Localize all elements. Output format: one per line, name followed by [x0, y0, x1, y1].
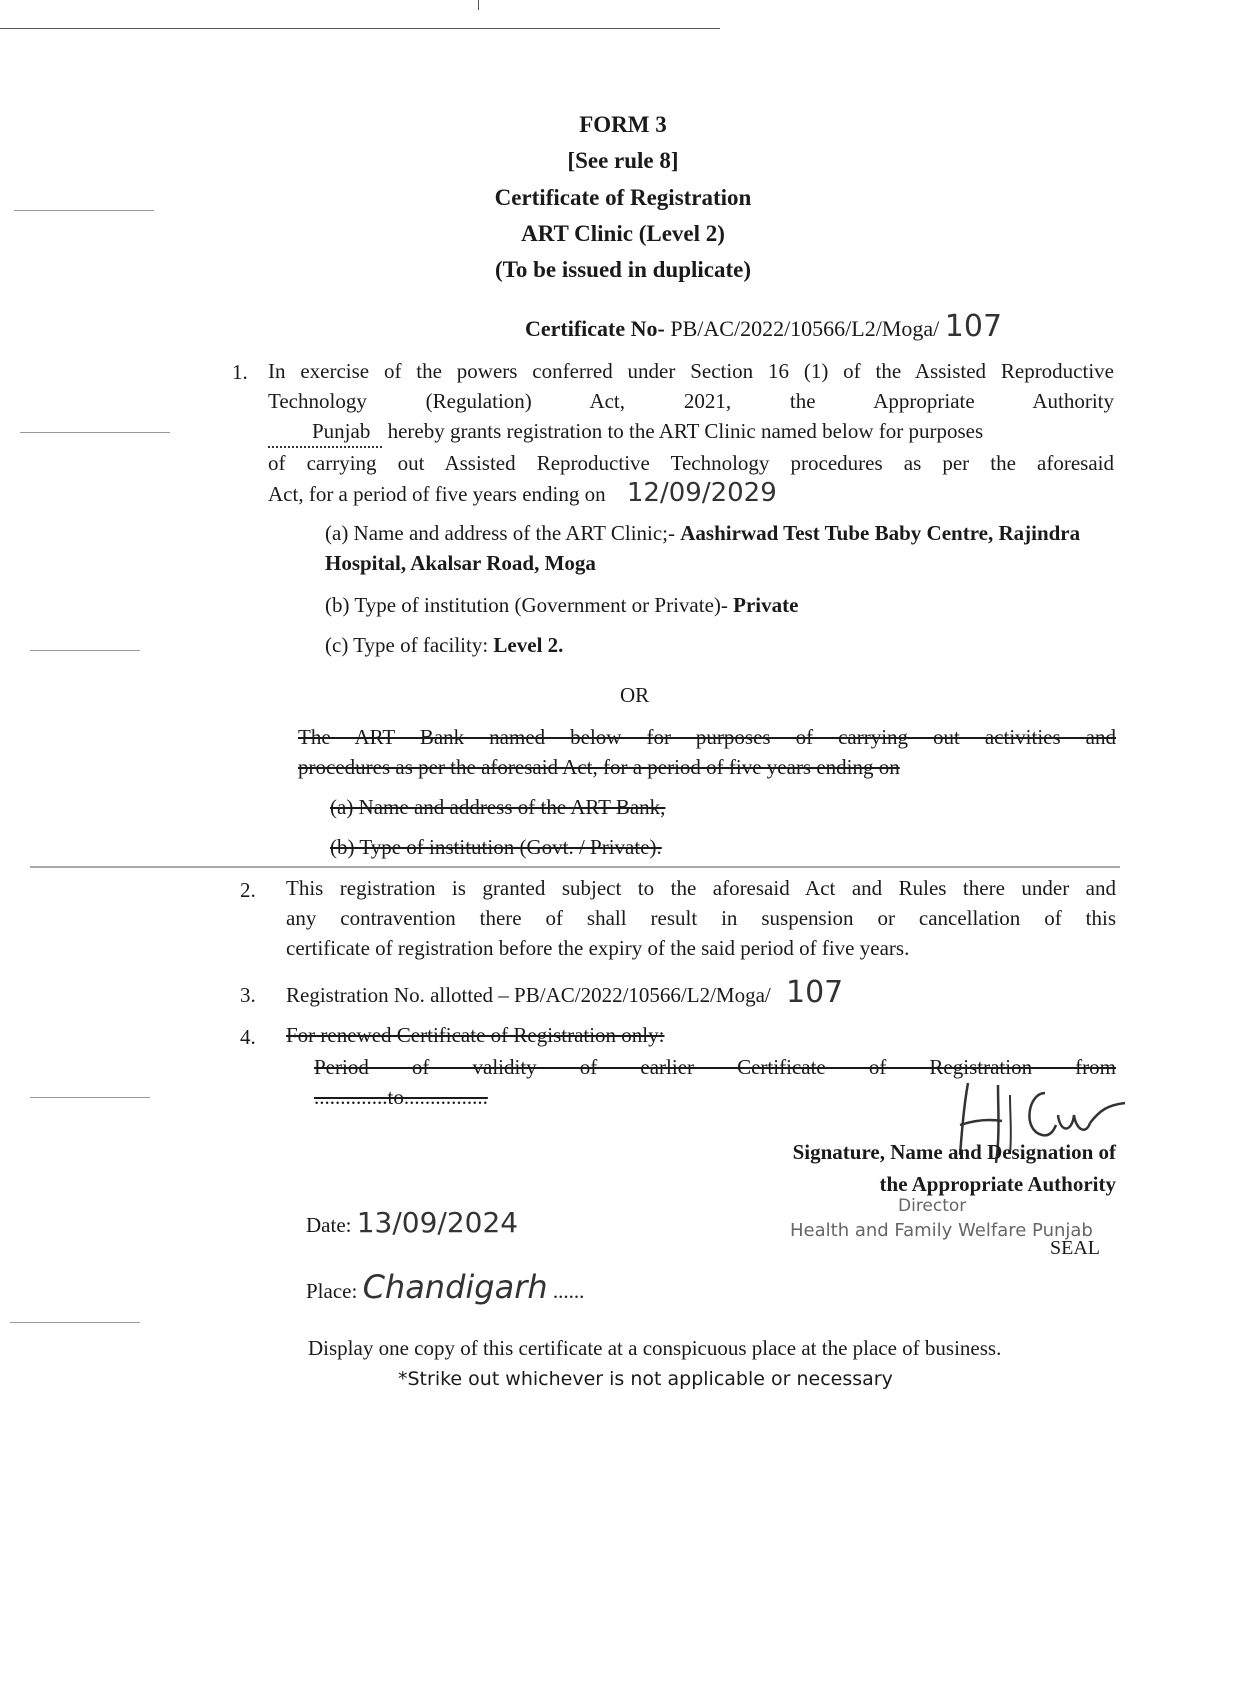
duplicate-note: (To be issued in duplicate) — [494, 257, 752, 282]
place-label: Place: — [306, 1279, 358, 1303]
clinic-level: ART Clinic (Level 2) — [521, 221, 725, 246]
scan-mark — [30, 1097, 150, 1098]
institution-type-label: (b) Type of institution (Government or Private)- — [325, 593, 728, 617]
place-dots: ...... — [552, 1279, 585, 1303]
place-line — [306, 1268, 585, 1306]
certificate-number-label: Certificate No- — [525, 316, 665, 341]
date-line — [306, 1208, 518, 1240]
or-separator: OR — [620, 683, 650, 707]
institution-type-value: Private — [733, 593, 799, 617]
item-2-number: 2. — [240, 878, 256, 902]
place-handwritten: Chandigarh — [362, 1268, 548, 1306]
item-1-line: of carrying out Assisted Reproductive Technology procedures as per the aforesaid — [268, 451, 1114, 475]
facility-type-label: (c) Type of facility: — [325, 633, 489, 657]
registration-number-handwritten: 107 — [785, 975, 844, 1010]
scan-mark — [30, 650, 140, 651]
certificate-title: Certificate of Registration — [494, 185, 752, 210]
item-1-line: In exercise of the powers conferred under Section 16 (1) of the Assisted Reproductive — [268, 359, 1114, 383]
clinic-name-label: (a) Name and address of the ART Clinic;- — [325, 521, 676, 545]
item-3-number: 3. — [240, 983, 256, 1007]
item-4-number: 4. — [240, 1025, 256, 1049]
renewal-period-struck: Period of validity of earlier Certificate of Registration from — [314, 1055, 1116, 1079]
item-1-body — [268, 356, 1114, 509]
renewal-dates-struck: ..............to................ — [314, 1085, 488, 1109]
item-1-line: Technology (Regulation) Act, 2021, the Appropriate Authority — [268, 389, 1114, 413]
scan-mark — [20, 432, 170, 433]
facility-type — [325, 630, 563, 660]
stamp-department: Health and Family Welfare Punjab — [790, 1220, 1093, 1241]
facility-type-value: Level 2. — [493, 633, 564, 657]
seal-label: SEAL — [1050, 1237, 1100, 1259]
display-instruction: Display one copy of this certificate at a conspicuous place at the place of business. — [308, 1336, 1002, 1360]
clinic-name-address — [325, 518, 1115, 578]
end-date-handwritten: 12/09/2029 — [626, 478, 777, 508]
signature-caption: Signature, Name and Designation of — [792, 1140, 1116, 1164]
certificate-number-value: PB/AC/2022/10566/L2/Moga/ — [670, 316, 940, 341]
art-bank-name-struck: (a) Name and address of the ART Bank, — [330, 795, 666, 819]
strike-out-note: *Strike out whichever is not applicable or necessary — [398, 1368, 893, 1390]
scan-border-line — [0, 28, 720, 29]
item-2-body: This registration is granted subject to the aforesaid Act and Rules there under and any contravention there of shall result in suspension or cancellation of this certificate of registration before the expiry of the said period of five years. — [286, 876, 1116, 960]
certificate-number-handwritten: 107 — [944, 309, 1003, 344]
authority-caption: the Appropriate Authority — [879, 1172, 1116, 1196]
scan-fold-line — [30, 866, 1120, 868]
registration-number-label: Registration No. allotted – PB/AC/2022/10566/L2/Moga/ — [286, 983, 771, 1007]
certificate-number-line — [525, 309, 1003, 344]
form-number: FORM 3 — [579, 112, 667, 137]
item-1-line: Act, for a period of five years ending on 12/09/2029 — [268, 478, 777, 508]
art-bank-type-struck: (b) Type of institution (Govt. / Private). — [330, 835, 662, 859]
date-label: Date: — [306, 1213, 352, 1237]
authority-name: Punjab — [268, 416, 382, 448]
scan-mark — [10, 1322, 140, 1323]
item-1-number: 1. — [232, 360, 248, 384]
registration-number-line — [286, 975, 844, 1010]
renewal-heading-struck: For renewed Certificate of Registration only: — [286, 1023, 665, 1047]
rule-reference: [See rule 8] — [567, 148, 679, 173]
date-handwritten: 13/09/2024 — [356, 1206, 519, 1239]
clinic-name-value: Aashirwad Test Tube Baby Centre, Rajindra Hospital, Akalsar Road, Moga — [325, 521, 1081, 575]
scan-mark — [478, 0, 479, 10]
stamp-designation: Director — [898, 1196, 967, 1216]
art-bank-struck-text: The ART Bank named below for purposes of carrying out activities and procedures as per the aforesaid Act, for a period of five years ending on — [298, 725, 1116, 779]
item-1-line: Punjab hereby grants registration to the ART Clinic named below for purposes — [268, 416, 1114, 448]
institution-type — [325, 590, 798, 620]
